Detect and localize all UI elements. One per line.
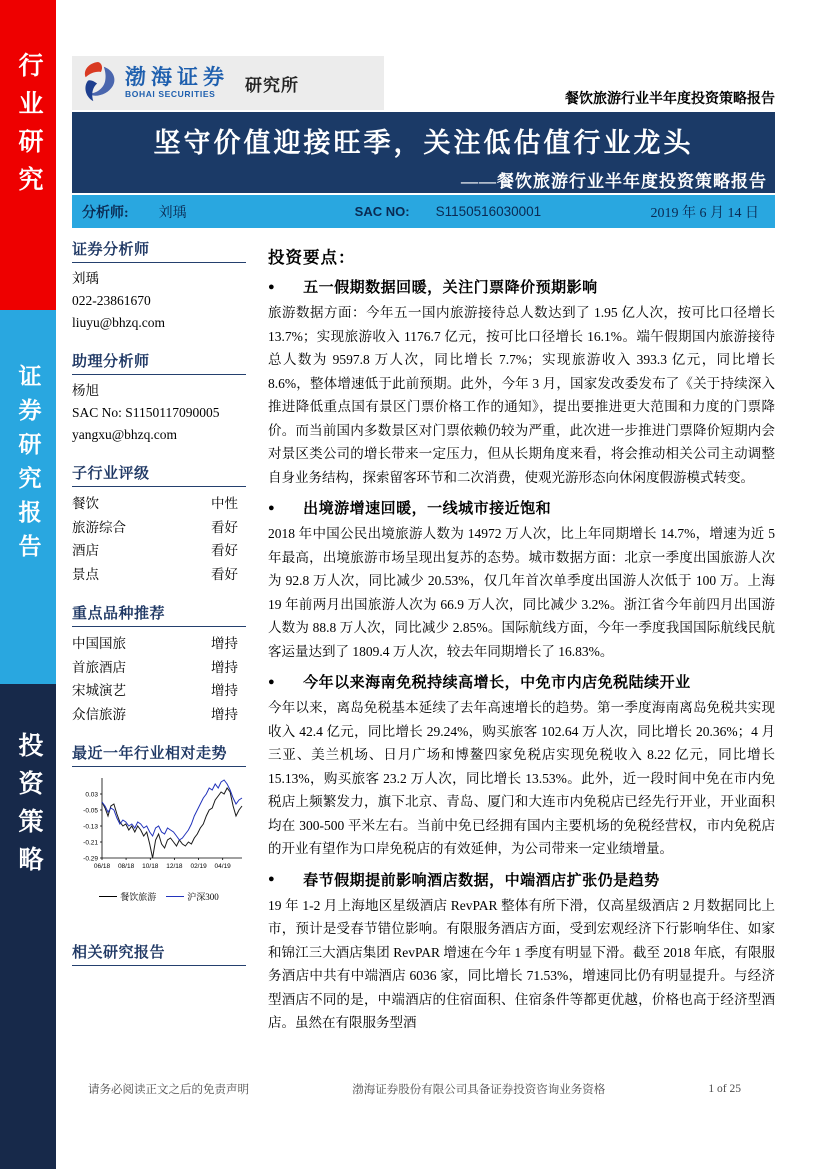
title-banner <box>72 112 775 193</box>
rating-value: 看好 <box>211 543 238 558</box>
paragraph-2: 2018 年中国公民出境旅游人数为 14972 万人次，比上年同期增长 14.7%，增速为近 5 年最高，出境旅游市场呈现出复苏的态势。城市数据方面：北京一季度出国旅游人次为 92.8 万人次，同比减少 20.53%，仅几年首次单季度出国游人次低于 100 万。上海 19 年前两月出国旅游人次为 66.9 万人次，同比减少 3.2%。浙江省今年前四月出国游人数为 88.8 万人次，同比减少 2.85%。国际航线方面，今年一季度我国国际航线民航客运量达到了 1809.4 万人次，较去年同期增长了 16.83%。 <box>268 526 775 659</box>
section-securities-analyst <box>72 238 246 334</box>
svg-text:-0.05: -0.05 <box>83 807 98 815</box>
trend-chart-wrap <box>72 772 246 903</box>
sac-no-value: S1150516030001 <box>435 204 542 219</box>
sidebar-label-investment-strategy: 投资策略 <box>15 732 42 884</box>
bullet-heading-4 <box>268 869 775 890</box>
pick-rating: 增持 <box>211 683 238 698</box>
logo-name-en: BOHAI SECURITIES <box>125 89 216 100</box>
logo-name-cn: 渤海证券 <box>125 65 229 90</box>
sidebar-label-industry-research: 行业研究 <box>15 52 42 204</box>
pick-row <box>72 656 246 680</box>
sidebar-segment-securities-research <box>0 310 56 684</box>
analyst-bar <box>72 195 775 228</box>
pick-name: 宋城演艺 <box>72 683 126 698</box>
svg-text:02/19: 02/19 <box>190 863 207 870</box>
pick-rating: 增持 <box>211 659 238 675</box>
bullet-icon: ● <box>268 675 276 688</box>
rating-row <box>72 516 246 540</box>
blue-line-swatch <box>166 896 184 897</box>
pick-row <box>72 632 246 656</box>
section-key-picks <box>72 602 246 726</box>
rating-row <box>72 539 246 563</box>
pick-rating: 增持 <box>211 706 238 722</box>
bullet-heading-3 <box>268 671 775 692</box>
sac-no-label: SAC NO: <box>354 204 410 219</box>
rating-row <box>72 563 246 587</box>
bullet-heading-text: 今年以来海南免税持续高增长，中免市内店免税陆续开业 <box>303 675 691 691</box>
svg-text:04/19: 04/19 <box>214 863 231 870</box>
assistant-name-line: 杨旭 <box>72 383 99 398</box>
footer-qualification: 渤海证券股份有限公司具备证券投资咨询业务资格 <box>352 1084 606 1096</box>
pick-name: 众信旅游 <box>72 706 126 722</box>
page-number: 1 of 25 <box>708 1083 741 1095</box>
analyst-name-line: 刘瑀 <box>72 271 99 286</box>
black-line-swatch <box>99 896 117 897</box>
analyst-email-line: liuyu@bhzq.com <box>72 315 166 330</box>
rating-name: 酒店 <box>72 543 99 558</box>
section-title: 子行业评级 <box>72 462 246 487</box>
bullet-icon: ● <box>268 501 276 514</box>
rating-value: 看好 <box>211 566 238 582</box>
rating-row <box>72 492 246 516</box>
report-title: 坚守价值迎接旺季，关注低估值行业龙头 <box>153 128 694 158</box>
svg-text:-0.29: -0.29 <box>83 855 98 863</box>
report-subtitle: ——餐饮旅游行业半年度投资策略报告 <box>461 172 767 191</box>
section-title: 重点品种推荐 <box>72 602 246 627</box>
assistant-email-line: yangxu@bhzq.com <box>72 427 178 442</box>
section-relative-trend <box>72 742 246 903</box>
bullet-heading-text: 春节假期提前影响酒店数据，中端酒店扩张仍是趋势 <box>303 872 660 889</box>
legend-item-hs300 <box>166 890 219 903</box>
svg-text:-0.21: -0.21 <box>83 839 98 847</box>
paragraph-1: 旅游数据方面：今年五一国内旅游接待总人数达到了 1.95 亿人次，按可比口径增长 13.7%；实现旅游收入 1176.7 亿元，按可比口径增长 16.1%。端午假期国内旅游接待总人数为 9597.8 万人次，同比增长 7.7%；实现旅游收入 393.3 亿元，同比增长 8.6%，整体增速低于此前预期。此外，今年 3 月，国家发改委发布了《关于持续深入推进降低重点国有景区门票价格工作的通知》，提出要推进更大范围和力度的门票降价。而当前国内多数景区对门票依赖仍较为严重，此次进一步推进门票降价短期内会对景区类公司的增长带来一定压力，但从长期角度来看，将会推动相关公司主动调整自身业务结构，探索留客环节和二次消费，使观光游形态向休闲度假游模式转变。 <box>268 305 775 485</box>
bullet-icon: ● <box>268 280 276 293</box>
logo-box <box>72 56 384 110</box>
bullet-heading-text: 出境游增速回暖，一线城市接近饱和 <box>303 501 552 517</box>
section-title: 助理分析师 <box>72 350 246 375</box>
analyst-label: 分析师: <box>82 205 129 221</box>
key-points-heading: 投资要点： <box>268 248 356 267</box>
section-title: 相关研究报告 <box>72 941 246 966</box>
bullet-heading-2 <box>268 497 775 518</box>
rating-value: 看好 <box>211 519 238 535</box>
pick-row <box>72 679 246 703</box>
legend-label: 沪深300 <box>187 892 219 902</box>
section-assistant-analyst <box>72 350 246 446</box>
bullet-icon: ● <box>268 873 276 885</box>
svg-text:06/18: 06/18 <box>93 863 111 870</box>
page-footer <box>72 1081 775 1097</box>
rating-name: 景点 <box>72 566 99 582</box>
paragraph-3: 今年以来，离岛免税基本延续了去年高速增长的趋势。第一季度海南离岛免税共实现收入 42.4 亿元，同比增长 29.24%，购买旅客 102.64 万人次，同比增长 20.36%；4 月三亚、美兰机场、日月广场和博鳌四家免税店实现免税收入 8.22 亿元，同比增长 15.13%，购买旅客 23.2 万人次，同比增长 13.53%。此外，近一段时间中免在市内免税店上频繁发力，旗下北京、青岛、厦门和大连市内免税店已经先行开业，开业面积均在 300-500 平米左右。当前中免已经拥有国内主要机场的免税经营权，市内免税店的开业有望作为口岸免税店的有效延伸，为公司带来一定业绩增量。 <box>268 700 775 856</box>
sidebar-segment-investment-strategy <box>0 684 56 1169</box>
paragraph-4: 19 年 1-2 月上海地区星级酒店 RevPAR 整体有所下滑，仅高星级酒店 2 月数据同比上市，预计是受春节错位影响。有限服务酒店方面，受到宏观经济下行影响华住、如家和锦江三大酒店集团 RevPAR 增速在今年 1 季度有明显下滑。截至 2018 年底，有限服务酒店中共有中端酒店 6036 家，同比增长 71.53%，增速同比仍有明显提升。与经济型酒店不同的是，中端酒店的住宿面积、住宿条件等都更优越，价格也高于经济型酒店。虽然在有限服务型酒 <box>268 897 775 1030</box>
section-related-reports <box>72 941 246 966</box>
rating-name: 餐饮 <box>72 496 99 511</box>
svg-text:-0.13: -0.13 <box>83 823 98 831</box>
report-date: 2019 年 6 月 14 日 <box>650 205 759 221</box>
pick-name: 首旅酒店 <box>72 659 126 675</box>
svg-text:08/18: 08/18 <box>117 863 135 870</box>
bohai-logo-icon <box>78 60 120 106</box>
rating-name: 旅游综合 <box>72 519 126 535</box>
section-title: 证券分析师 <box>72 238 246 263</box>
logo-text <box>125 67 229 99</box>
report-type-label: 餐饮旅游行业半年度投资策略报告 <box>565 92 775 107</box>
main-content <box>268 244 775 1035</box>
bullet-heading-text: 五一假期数据回暖，关注门票降价预期影响 <box>303 280 598 296</box>
trend-chart <box>72 772 246 884</box>
assistant-sac-line: SAC No: S1150117090005 <box>72 405 220 420</box>
trend-chart-legend <box>72 890 246 903</box>
section-subindustry-ratings <box>72 462 246 586</box>
footer-disclaimer: 请务必阅读正文之后的免责声明 <box>88 1084 249 1096</box>
analyst-phone-line: 022-23861670 <box>72 293 151 308</box>
section-title: 最近一年行业相对走势 <box>72 742 246 767</box>
analyst-name: 刘瑀 <box>158 205 187 221</box>
legend-item-industry <box>99 890 156 903</box>
legend-label: 餐饮旅游 <box>120 892 157 902</box>
logo-dept-label: 研究所 <box>245 75 299 95</box>
bullet-heading-1 <box>268 276 775 297</box>
svg-text:0.03: 0.03 <box>85 791 98 799</box>
rating-value: 中性 <box>211 496 238 511</box>
sidebar-segment-industry-research <box>0 0 56 310</box>
pick-rating: 增持 <box>211 636 238 651</box>
sidebar-label-securities-research: 证券研究报告 <box>15 364 41 568</box>
pick-name: 中国国旅 <box>72 636 126 651</box>
svg-text:10/18: 10/18 <box>142 863 159 870</box>
left-info-column <box>72 238 246 982</box>
svg-text:12/18: 12/18 <box>166 863 183 870</box>
pick-row <box>72 703 246 727</box>
